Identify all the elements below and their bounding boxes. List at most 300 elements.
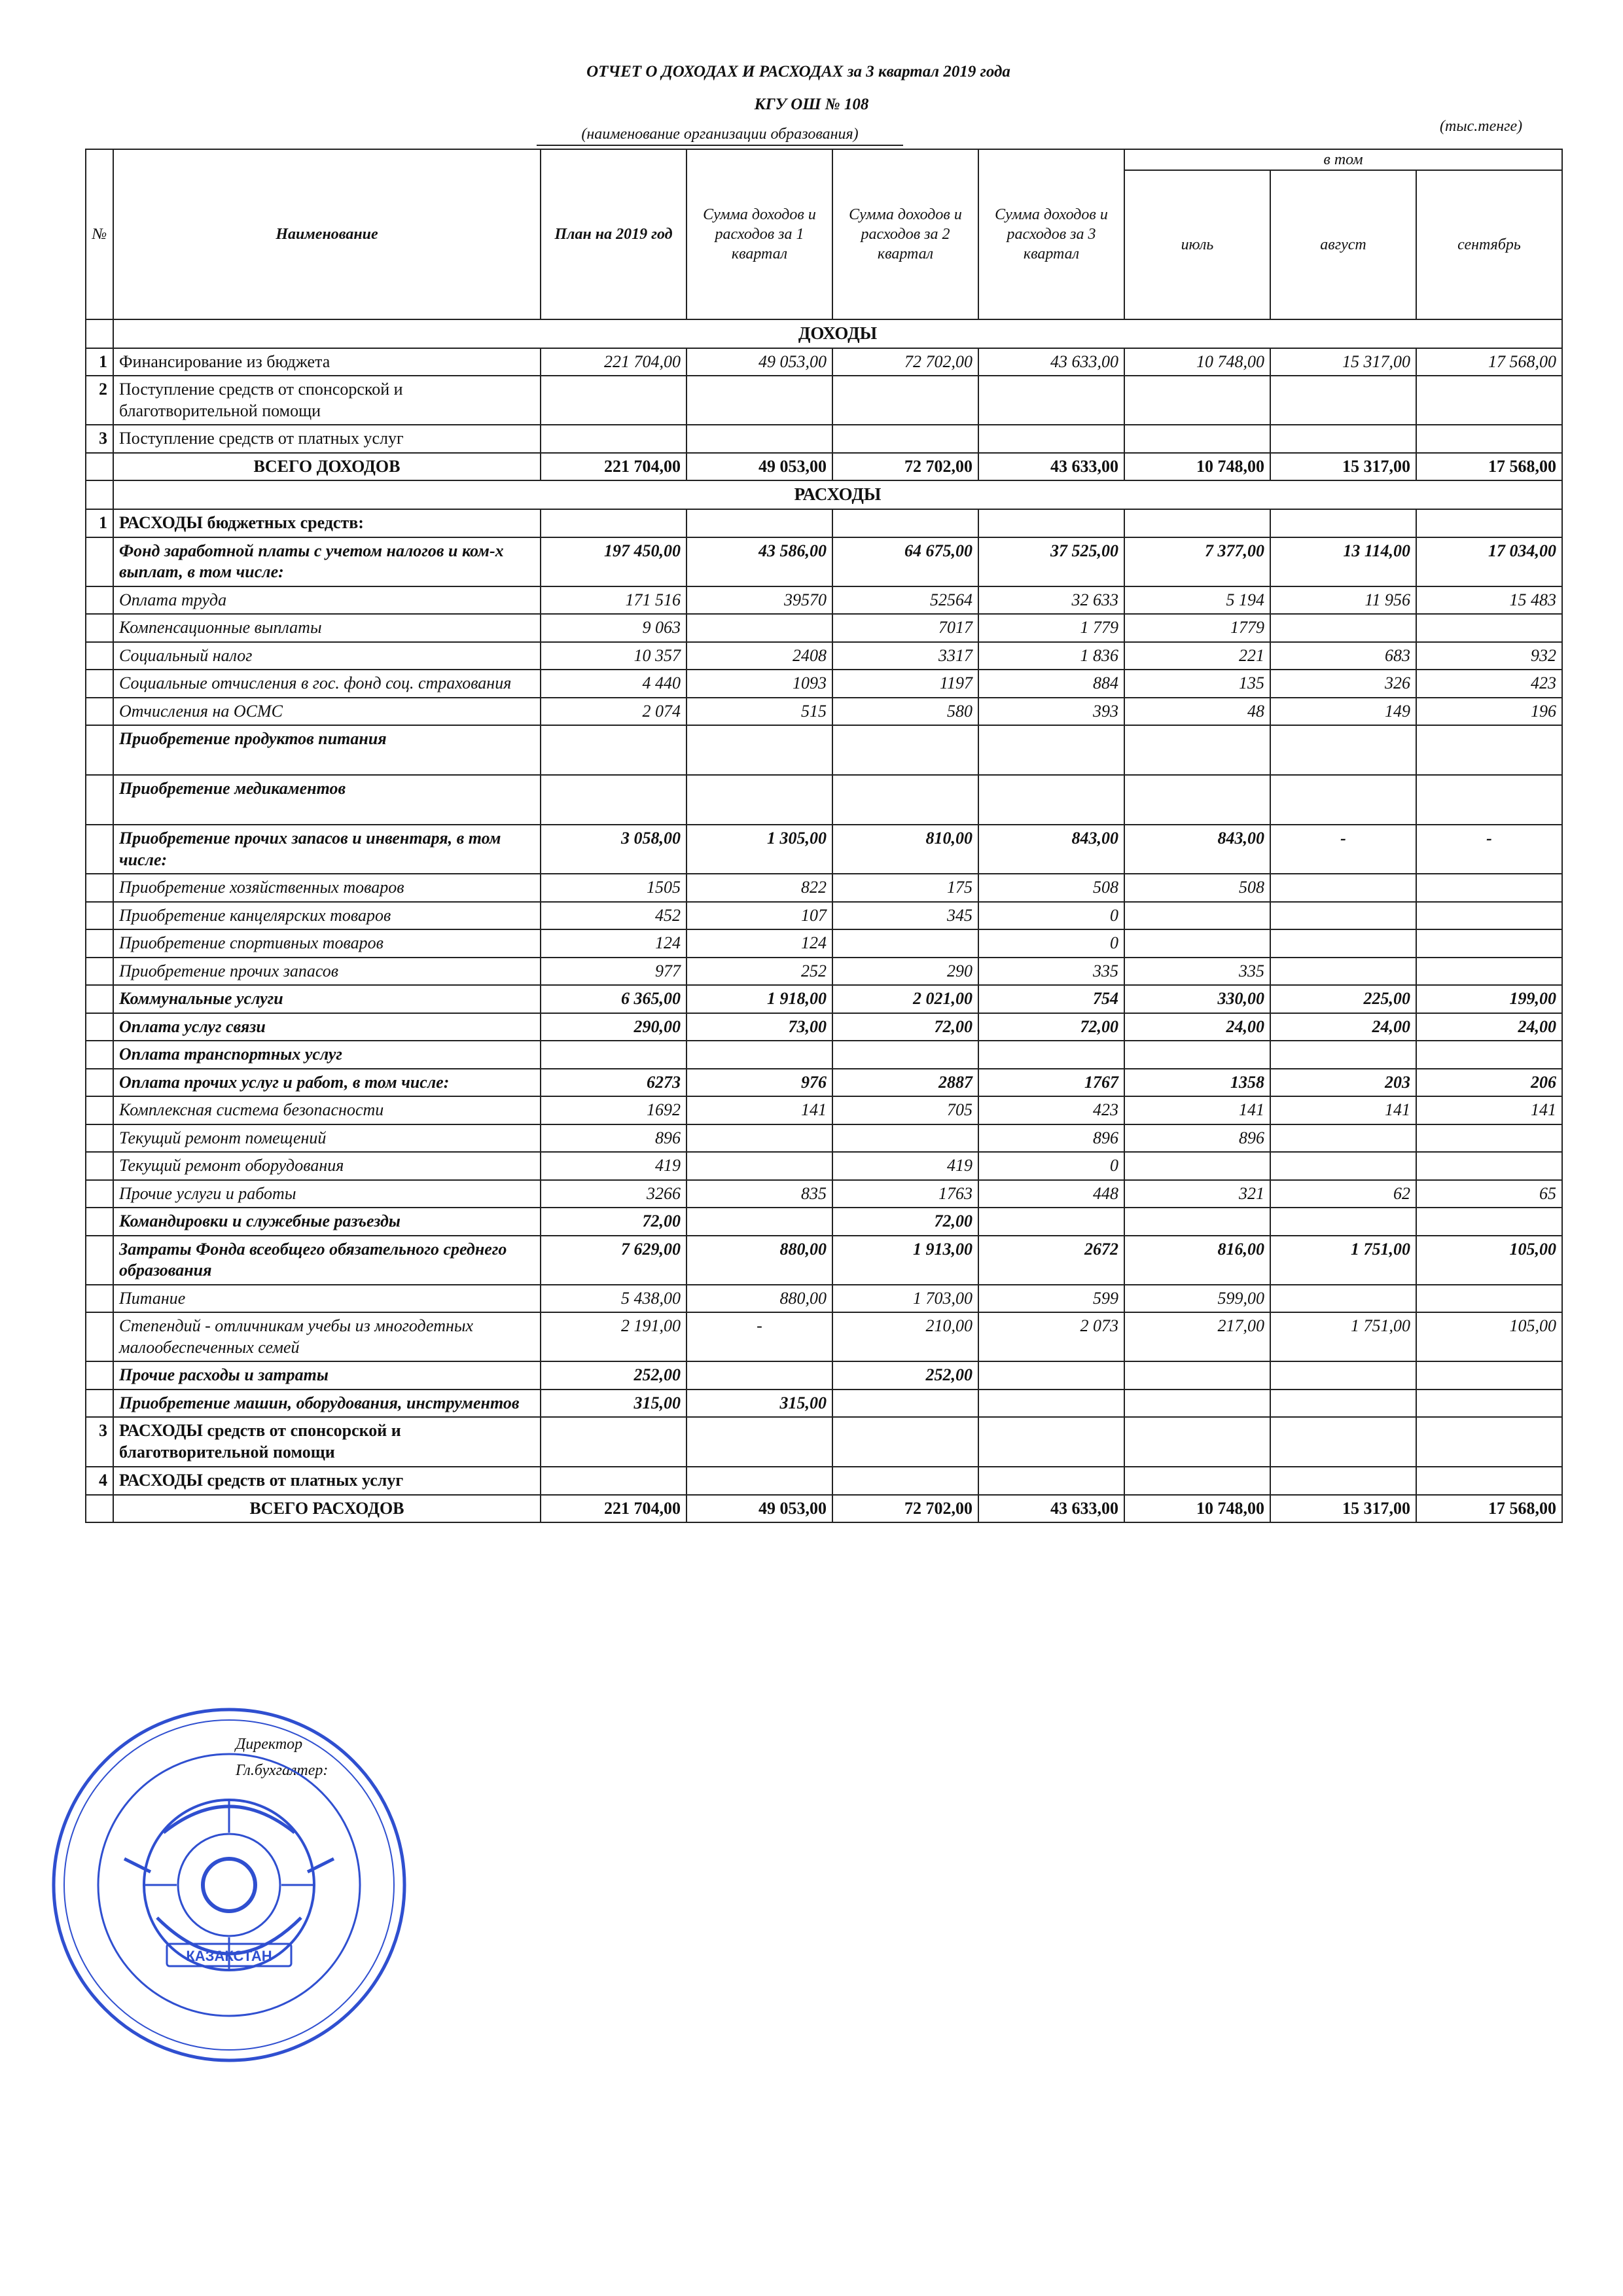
cell-q1: 880,00 <box>687 1285 832 1313</box>
cell-plan: 1692 <box>541 1096 687 1124</box>
cell-m1 <box>1124 376 1270 425</box>
cell-q2 <box>832 1390 978 1418</box>
cell-m3 <box>1416 1467 1562 1495</box>
cell-q1 <box>687 1124 832 1153</box>
cell-q3: 1 779 <box>978 614 1124 642</box>
row-name: Текущий ремонт оборудования <box>113 1152 541 1180</box>
cell-q3 <box>978 1390 1124 1418</box>
cell-q2 <box>832 509 978 537</box>
expense-row <box>86 1236 1562 1285</box>
cell-q3: 0 <box>978 902 1124 930</box>
cell-q2: 580 <box>832 698 978 726</box>
cell-plan: 3266 <box>541 1180 687 1208</box>
expense-row <box>86 1285 1562 1313</box>
cell-q2: 7017 <box>832 614 978 642</box>
expense-section-row <box>86 480 1562 509</box>
cell-plan: 252,00 <box>541 1361 687 1390</box>
cell-m2 <box>1270 1390 1416 1418</box>
col-header-m1: июль <box>1124 170 1270 319</box>
cell-q2 <box>832 775 978 825</box>
cell-q2 <box>832 1041 978 1069</box>
cell-plan <box>541 425 687 453</box>
cell-m3 <box>1416 614 1562 642</box>
cell-m1 <box>1124 902 1270 930</box>
row-number <box>86 929 113 958</box>
cell-m1 <box>1124 1361 1270 1390</box>
cell-m2: 15 317,00 <box>1270 453 1416 481</box>
cell-m2: 15 317,00 <box>1270 348 1416 376</box>
cell-m3 <box>1416 1285 1562 1313</box>
cell-q3: 335 <box>978 958 1124 986</box>
row-name: Социальный налог <box>113 642 541 670</box>
cell-q3: 2672 <box>978 1236 1124 1285</box>
cell-q1: 73,00 <box>687 1013 832 1041</box>
cell-q3: 43 633,00 <box>978 453 1124 481</box>
cell-q3 <box>978 1417 1124 1467</box>
cell-m3 <box>1416 958 1562 986</box>
cell-m1 <box>1124 1041 1270 1069</box>
cell-q3 <box>978 509 1124 537</box>
row-number <box>86 874 113 902</box>
cell-q1: 43 586,00 <box>687 537 832 586</box>
organization-name: КГУ ОШ № 108 <box>754 96 869 113</box>
row-name: Поступление средств от спонсорской и благотворительной помощи <box>113 376 541 425</box>
cell-m3: 141 <box>1416 1096 1562 1124</box>
col-header-no: № <box>86 149 113 319</box>
cell-m3 <box>1416 1124 1562 1153</box>
cell-q2: 2 021,00 <box>832 985 978 1013</box>
director-signature-label: Директор <box>236 1736 303 1753</box>
cell-m2 <box>1270 1041 1416 1069</box>
row-name: Прочие услуги и работы <box>113 1180 541 1208</box>
cell-q3: 0 <box>978 1152 1124 1180</box>
expense-row <box>86 958 1562 986</box>
row-number <box>86 825 113 874</box>
expense-row <box>86 1467 1562 1495</box>
cell-plan <box>541 509 687 537</box>
col-header-q3: Сумма доходов и расходов за 3 квартал <box>978 149 1124 319</box>
row-number <box>86 537 113 586</box>
cell-m2: 326 <box>1270 670 1416 698</box>
row-number <box>86 1013 113 1041</box>
cell-m2 <box>1270 1208 1416 1236</box>
row-name: Отчисления на ОСМС <box>113 698 541 726</box>
row-name: Комплексная система безопасности <box>113 1096 541 1124</box>
income-section-row <box>86 319 1562 348</box>
income-row <box>86 376 1562 425</box>
cell-q2: 64 675,00 <box>832 537 978 586</box>
cell-m3 <box>1416 929 1562 958</box>
cell-m1 <box>1124 1467 1270 1495</box>
cell-q1: 141 <box>687 1096 832 1124</box>
row-name: ВСЕГО ДОХОДОВ <box>113 453 541 481</box>
cell-m1: 330,00 <box>1124 985 1270 1013</box>
cell-plan: 2 074 <box>541 698 687 726</box>
cell-m1: 335 <box>1124 958 1270 986</box>
cell-plan: 221 704,00 <box>541 348 687 376</box>
cell-q1: 49 053,00 <box>687 1495 832 1523</box>
expense-row <box>86 825 1562 874</box>
cell-q3: 843,00 <box>978 825 1124 874</box>
cell-m3 <box>1416 425 1562 453</box>
cell-m3: 105,00 <box>1416 1236 1562 1285</box>
cell-q2: 252,00 <box>832 1361 978 1390</box>
col-header-q2: Сумма доходов и расходов за 2 квартал <box>832 149 978 319</box>
cell-q3: 599 <box>978 1285 1124 1313</box>
cell-q2: 2887 <box>832 1069 978 1097</box>
expense-row <box>86 1361 1562 1390</box>
expense-row <box>86 1124 1562 1153</box>
cell-m2 <box>1270 1285 1416 1313</box>
col-header-plan: План на 2019 год <box>541 149 687 319</box>
row-number: 2 <box>86 376 113 425</box>
cell-m1: 508 <box>1124 874 1270 902</box>
cell-q1: 1093 <box>687 670 832 698</box>
col-header-group: в том <box>1124 149 1562 170</box>
income-section-heading: ДОХОДЫ <box>113 319 1562 348</box>
expense-row <box>86 586 1562 615</box>
expense-row <box>86 929 1562 958</box>
cell-m1: 1779 <box>1124 614 1270 642</box>
cell-q3 <box>978 425 1124 453</box>
cell-q2: 52564 <box>832 586 978 615</box>
expense-row <box>86 902 1562 930</box>
cell-m3: 65 <box>1416 1180 1562 1208</box>
row-name: Поступление средств от платных услуг <box>113 425 541 453</box>
cell-q3 <box>978 376 1124 425</box>
cell-plan: 5 438,00 <box>541 1285 687 1313</box>
accountant-signature-label: Гл.бухгалтер: <box>236 1762 329 1779</box>
row-number <box>86 902 113 930</box>
row-name: Социальные отчисления в гос. фонд соц. страхования <box>113 670 541 698</box>
cell-q1: 1 305,00 <box>687 825 832 874</box>
expense-row <box>86 725 1562 775</box>
cell-m2 <box>1270 1361 1416 1390</box>
cell-q3: 2 073 <box>978 1312 1124 1361</box>
cell-q1 <box>687 1467 832 1495</box>
cell-q1 <box>687 725 832 775</box>
income-row <box>86 425 1562 453</box>
cell-m2 <box>1270 958 1416 986</box>
cell-m3: 199,00 <box>1416 985 1562 1013</box>
cell-q2: 72 702,00 <box>832 453 978 481</box>
cell-q1: 49 053,00 <box>687 453 832 481</box>
row-name: Компенсационные выплаты <box>113 614 541 642</box>
expense-row <box>86 1069 1562 1097</box>
report-body <box>86 149 1562 1522</box>
row-number <box>86 775 113 825</box>
cell-q3: 393 <box>978 698 1124 726</box>
report-title: ОТЧЕТ О ДОХОДАХ И РАСХОДАХ за 3 квартал 2019 года <box>586 63 1010 81</box>
cell-m2: 11 956 <box>1270 586 1416 615</box>
cell-m2 <box>1270 1124 1416 1153</box>
cell-q1: 835 <box>687 1180 832 1208</box>
cell-m3: 15 483 <box>1416 586 1562 615</box>
cell-q2: 3317 <box>832 642 978 670</box>
row-number <box>86 985 113 1013</box>
row-name: Приобретение машин, оборудования, инструментов <box>113 1390 541 1418</box>
row-name: Приобретение спортивных товаров <box>113 929 541 958</box>
cell-plan: 315,00 <box>541 1390 687 1418</box>
row-number: 3 <box>86 425 113 453</box>
cell-m1 <box>1124 425 1270 453</box>
cell-m2: 15 317,00 <box>1270 1495 1416 1523</box>
cell-q3: 754 <box>978 985 1124 1013</box>
row-number <box>86 614 113 642</box>
expense-row <box>86 1096 1562 1124</box>
cell-q2: 290 <box>832 958 978 986</box>
row-name: Питание <box>113 1285 541 1313</box>
expense-row <box>86 698 1562 726</box>
cell-q3: 72,00 <box>978 1013 1124 1041</box>
row-number <box>86 958 113 986</box>
row-number <box>86 1208 113 1236</box>
cell-q2 <box>832 376 978 425</box>
row-number <box>86 1041 113 1069</box>
cell-m1: 843,00 <box>1124 825 1270 874</box>
cell-q3: 37 525,00 <box>978 537 1124 586</box>
cell-q1 <box>687 1208 832 1236</box>
cell-m3 <box>1416 1041 1562 1069</box>
cell-q2 <box>832 1417 978 1467</box>
cell-m2 <box>1270 1417 1416 1467</box>
cell-m2 <box>1270 509 1416 537</box>
cell-m2: 149 <box>1270 698 1416 726</box>
expense-row <box>86 537 1562 586</box>
cell-m3 <box>1416 1152 1562 1180</box>
cell-m3: - <box>1416 825 1562 874</box>
cell-q1 <box>687 1041 832 1069</box>
cell-m2 <box>1270 1152 1416 1180</box>
cell-m1: 48 <box>1124 698 1270 726</box>
cell-m1 <box>1124 509 1270 537</box>
row-number <box>86 1495 113 1523</box>
cell-q3 <box>978 1041 1124 1069</box>
cell-m3 <box>1416 775 1562 825</box>
row-number: 1 <box>86 509 113 537</box>
cell-m1: 221 <box>1124 642 1270 670</box>
cell-m1: 816,00 <box>1124 1236 1270 1285</box>
expense-section-heading: РАСХОДЫ <box>113 480 1562 509</box>
income-total-row <box>86 453 1562 481</box>
cell-m2 <box>1270 1467 1416 1495</box>
cell-q1 <box>687 509 832 537</box>
cell-q1: 1 918,00 <box>687 985 832 1013</box>
cell-q2 <box>832 425 978 453</box>
cell-m1: 217,00 <box>1124 1312 1270 1361</box>
cell-q1: 124 <box>687 929 832 958</box>
expense-total-row <box>86 1495 1562 1523</box>
cell-m1: 321 <box>1124 1180 1270 1208</box>
cell-q3 <box>978 775 1124 825</box>
cell-q2: 810,00 <box>832 825 978 874</box>
row-number <box>86 1124 113 1153</box>
cell-m1 <box>1124 1152 1270 1180</box>
row-name: Оплата прочих услуг и работ, в том числе: <box>113 1069 541 1097</box>
cell-plan: 7 629,00 <box>541 1236 687 1285</box>
cell-m3 <box>1416 376 1562 425</box>
cell-m3 <box>1416 725 1562 775</box>
cell-plan: 896 <box>541 1124 687 1153</box>
row-name: Прочие расходы и затраты <box>113 1361 541 1390</box>
cell-m3 <box>1416 874 1562 902</box>
cell-m2 <box>1270 725 1416 775</box>
expense-row <box>86 509 1562 537</box>
cell-m1: 10 748,00 <box>1124 1495 1270 1523</box>
row-number <box>86 1236 113 1285</box>
cell-m3: 17 568,00 <box>1416 1495 1562 1523</box>
report-table <box>85 149 1563 1523</box>
row-number: 4 <box>86 1467 113 1495</box>
row-name: Финансирование из бюджета <box>113 348 541 376</box>
expense-row <box>86 985 1562 1013</box>
row-number <box>86 698 113 726</box>
cell-q1 <box>687 1417 832 1467</box>
expense-row <box>86 1013 1562 1041</box>
cell-m3: 24,00 <box>1416 1013 1562 1041</box>
cell-m3 <box>1416 1417 1562 1467</box>
row-number <box>86 586 113 615</box>
cell-q2: 72 702,00 <box>832 348 978 376</box>
expense-row <box>86 1180 1562 1208</box>
cell-m3: 932 <box>1416 642 1562 670</box>
cell-plan <box>541 376 687 425</box>
cell-q1: 49 053,00 <box>687 348 832 376</box>
row-number <box>86 1180 113 1208</box>
cell-m2 <box>1270 614 1416 642</box>
row-number <box>86 1361 113 1390</box>
row-name: Затраты Фонда всеобщего обязательного среднего образования <box>113 1236 541 1285</box>
organization-caption: (наименование организации образования) <box>537 126 903 146</box>
expense-row <box>86 1312 1562 1361</box>
cell-q3: 43 633,00 <box>978 348 1124 376</box>
row-name: Приобретение прочих запасов <box>113 958 541 986</box>
cell-plan: 72,00 <box>541 1208 687 1236</box>
cell-q3: 884 <box>978 670 1124 698</box>
cell-m1: 1358 <box>1124 1069 1270 1097</box>
cell-m3 <box>1416 902 1562 930</box>
cell-m1 <box>1124 725 1270 775</box>
cell-m3: 17 568,00 <box>1416 348 1562 376</box>
expense-row <box>86 670 1562 698</box>
cell-m2: 225,00 <box>1270 985 1416 1013</box>
cell-m2 <box>1270 929 1416 958</box>
cell-q3: 896 <box>978 1124 1124 1153</box>
expense-row <box>86 1152 1562 1180</box>
units-label: (тыс.тенге) <box>1440 118 1523 135</box>
cell-q1 <box>687 1152 832 1180</box>
cell-q1: 976 <box>687 1069 832 1097</box>
cell-m3: 17 568,00 <box>1416 453 1562 481</box>
cell-q2: 1 913,00 <box>832 1236 978 1285</box>
row-number <box>86 1096 113 1124</box>
cell-q1 <box>687 425 832 453</box>
cell-m1: 141 <box>1124 1096 1270 1124</box>
cell-q1: 315,00 <box>687 1390 832 1418</box>
cell-m1 <box>1124 1390 1270 1418</box>
cell-plan: 3 058,00 <box>541 825 687 874</box>
cell-m1: 10 748,00 <box>1124 348 1270 376</box>
cell-m2 <box>1270 902 1416 930</box>
cell-plan: 452 <box>541 902 687 930</box>
cell-m2: 13 114,00 <box>1270 537 1416 586</box>
cell-q1 <box>687 376 832 425</box>
cell-m1: 24,00 <box>1124 1013 1270 1041</box>
cell-q2: 210,00 <box>832 1312 978 1361</box>
cell-plan: 6 365,00 <box>541 985 687 1013</box>
expense-row <box>86 874 1562 902</box>
col-header-q1: Сумма доходов и расходов за 1 квартал <box>687 149 832 319</box>
cell-m1: 896 <box>1124 1124 1270 1153</box>
stamp-country-text: КАЗАКСТАН <box>186 1948 272 1964</box>
cell-q3 <box>978 1208 1124 1236</box>
cell-plan: 197 450,00 <box>541 537 687 586</box>
row-name: Текущий ремонт помещений <box>113 1124 541 1153</box>
cell-q3: 448 <box>978 1180 1124 1208</box>
cell-plan: 290,00 <box>541 1013 687 1041</box>
cell-m3: 105,00 <box>1416 1312 1562 1361</box>
cell-q3 <box>978 725 1124 775</box>
cell-q3: 1767 <box>978 1069 1124 1097</box>
row-number <box>86 1285 113 1313</box>
cell-q1: 39570 <box>687 586 832 615</box>
cell-m2: - <box>1270 825 1416 874</box>
row-name: РАСХОДЫ средств от спонсорской и благотворительной помощи <box>113 1417 541 1467</box>
row-name: Приобретение хозяйственных товаров <box>113 874 541 902</box>
cell-q3: 423 <box>978 1096 1124 1124</box>
cell-m1: 135 <box>1124 670 1270 698</box>
cell-plan <box>541 775 687 825</box>
cell-q1: 2408 <box>687 642 832 670</box>
cell-m3 <box>1416 509 1562 537</box>
row-number <box>86 642 113 670</box>
cell-m2 <box>1270 425 1416 453</box>
cell-q2: 705 <box>832 1096 978 1124</box>
official-seal-stamp <box>46 1702 412 2068</box>
income-row <box>86 348 1562 376</box>
row-name: Фонд заработной платы с учетом налогов и ком-х выплат, в том числе: <box>113 537 541 586</box>
expense-row <box>86 614 1562 642</box>
cell-m3: 17 034,00 <box>1416 537 1562 586</box>
cell-q1 <box>687 614 832 642</box>
cell-q2: 1 703,00 <box>832 1285 978 1313</box>
row-number <box>86 1152 113 1180</box>
cell-q3: 1 836 <box>978 642 1124 670</box>
cell-q2: 1197 <box>832 670 978 698</box>
cell-q3: 32 633 <box>978 586 1124 615</box>
expense-row <box>86 775 1562 825</box>
cell-q2: 1763 <box>832 1180 978 1208</box>
cell-q3 <box>978 1467 1124 1495</box>
cell-plan <box>541 1041 687 1069</box>
row-number <box>86 1069 113 1097</box>
cell-m1: 7 377,00 <box>1124 537 1270 586</box>
col-header-m2: август <box>1270 170 1416 319</box>
cell-q3: 0 <box>978 929 1124 958</box>
cell-plan <box>541 1467 687 1495</box>
cell-q1: 515 <box>687 698 832 726</box>
cell-q2: 175 <box>832 874 978 902</box>
cell-m1: 5 194 <box>1124 586 1270 615</box>
cell-q1 <box>687 775 832 825</box>
income-section-spacer <box>86 319 113 348</box>
row-name: Приобретение канцелярских товаров <box>113 902 541 930</box>
cell-plan: 221 704,00 <box>541 1495 687 1523</box>
expense-row <box>86 1041 1562 1069</box>
cell-plan <box>541 1417 687 1467</box>
cell-q2: 72,00 <box>832 1208 978 1236</box>
cell-plan: 977 <box>541 958 687 986</box>
